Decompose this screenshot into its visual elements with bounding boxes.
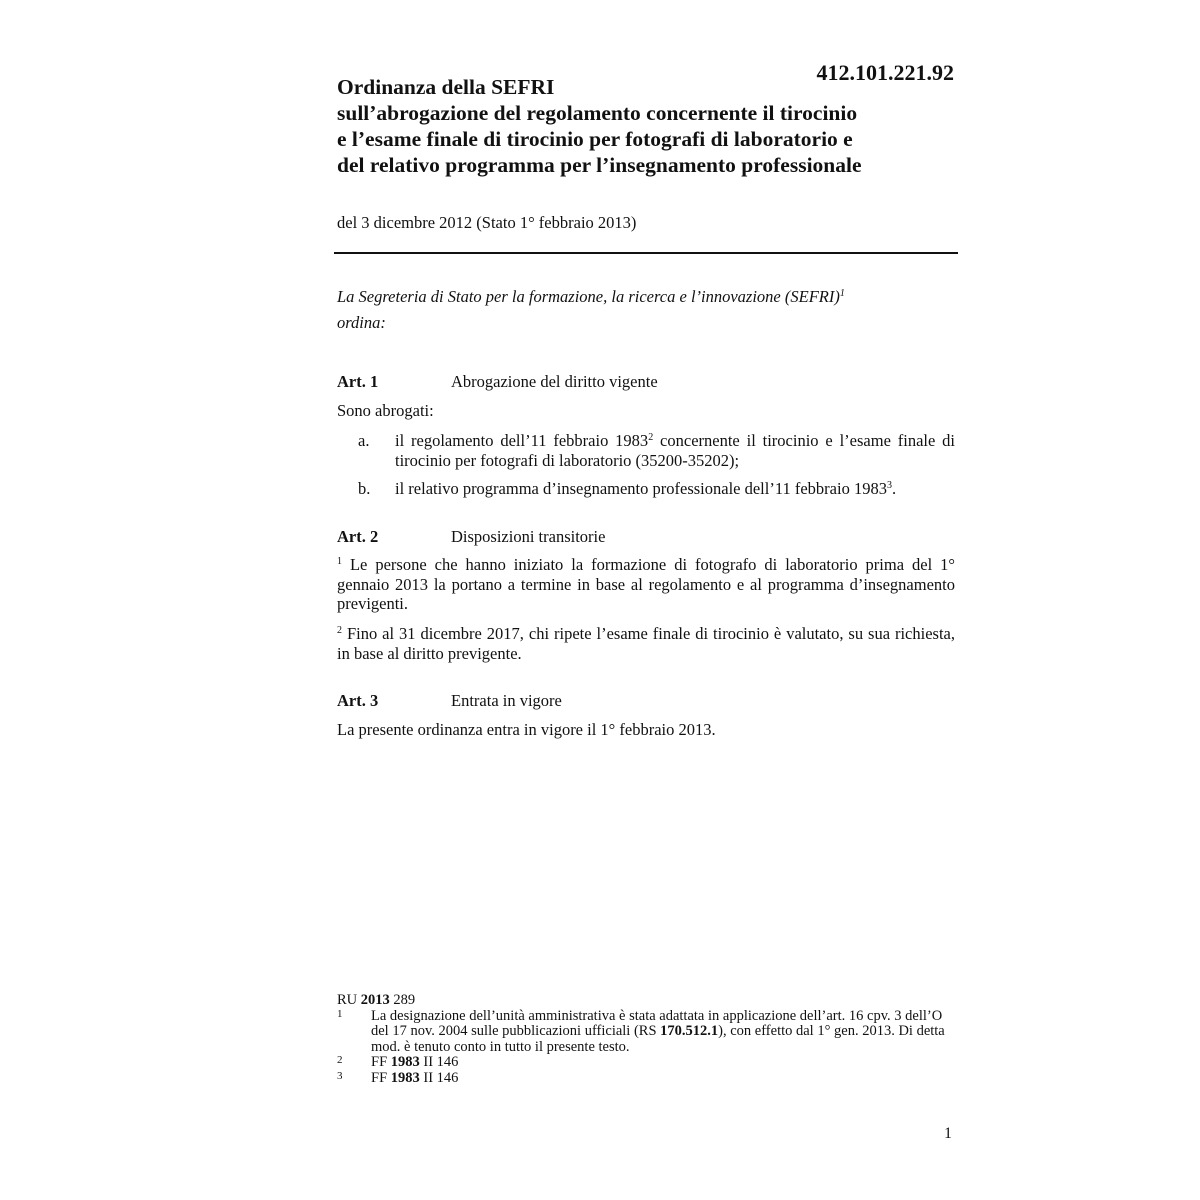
list-label: a. xyxy=(358,431,370,450)
article-number: Art. 1 xyxy=(337,372,379,391)
ru-reference xyxy=(337,993,957,1009)
paragraph-text: Le persone che hanno iniziato la formazione di fotografo di laboratorio prima del 1° gennaio 2013 la portano a termine in base al regolamento e al programma d’insegnamento previgenti. xyxy=(337,555,955,613)
list-text-part: il relativo programma d’insegnamento professionale dell’11 febbraio 1983 xyxy=(395,479,887,498)
footnote-text xyxy=(371,1055,957,1071)
footnote-text xyxy=(371,1009,957,1056)
article-number: Art. 2 xyxy=(337,527,379,546)
footnote-text-part: La designazione dell’unità amministrativa è stata adattata in applicazione dell’art. 16 cpv. 3 dell’O del 17 nov. 2004 sulle pubblicazioni ufficiali (RS xyxy=(371,1007,943,1039)
footnote-bold: 1983 xyxy=(390,1054,420,1070)
article-1-intro: Sono abrogati: xyxy=(337,401,434,420)
footnote-text-part: FF xyxy=(371,1069,391,1086)
article-2-paragraph-1 xyxy=(337,555,955,614)
footnote-number: 2 xyxy=(337,1054,343,1066)
footnote-text-part: FF xyxy=(371,1054,391,1070)
paragraph-text: Fino al 31 dicembre 2017, chi ripete l’esame finale di tirocinio è valutato, su sua richiesta, in base al diritto previgente. xyxy=(337,624,955,663)
footnote-ref: 1 xyxy=(839,288,845,299)
footnote-number: 3 xyxy=(337,1069,343,1082)
article-2-heading xyxy=(337,527,605,547)
article-title: Disposizioni transitorie xyxy=(451,527,606,546)
article-1-heading xyxy=(337,372,658,392)
footnote-2 xyxy=(337,1055,957,1071)
article-title: Abrogazione del diritto vigente xyxy=(451,372,658,391)
footnote-ref: 3 xyxy=(886,480,892,491)
list-text-part: il regolamento dell’11 febbraio 1983 xyxy=(395,431,649,450)
ru-prefix: RU xyxy=(337,992,361,1008)
title-line: sull’abrogazione del regolamento concernente il tirocinio xyxy=(337,101,858,125)
horizontal-rule xyxy=(334,252,958,254)
page-number: 1 xyxy=(944,1125,952,1142)
ru-year: 2013 xyxy=(360,992,390,1008)
article-title: Entrata in vigore xyxy=(451,691,562,710)
list-text xyxy=(395,431,955,470)
preamble xyxy=(337,284,957,336)
list-label: b. xyxy=(358,479,371,498)
footnote-text-part: II 146 xyxy=(419,1054,459,1070)
title-line: Ordinanza della SEFRI xyxy=(337,75,555,99)
dateline: del 3 dicembre 2012 (Stato 1° febbraio 2013) xyxy=(337,213,637,232)
sr-number: 412.101.221.92 xyxy=(816,60,954,85)
article-3-text: La presente ordinanza entra in vigore il 1° febbraio 2013. xyxy=(337,720,716,739)
article-3-heading xyxy=(337,691,562,711)
list-text-part: concernente il tirocinio e l’esame finale di tirocinio per fotografi di laboratorio (35200-35202); xyxy=(395,431,956,470)
ru-page: 289 xyxy=(389,992,416,1008)
title-line: e l’esame finale di tirocinio per fotografi di laboratorio e xyxy=(337,127,853,151)
list-text xyxy=(395,479,955,499)
footnote-3 xyxy=(337,1071,957,1087)
title-line: del relativo programma per l’insegnamento professionale xyxy=(337,153,862,177)
footnote-number: 1 xyxy=(337,1007,343,1020)
footnote-text xyxy=(371,1071,957,1087)
document-title xyxy=(337,74,977,178)
preamble-ordina: ordina: xyxy=(337,313,386,332)
footnote-1 xyxy=(337,1009,957,1056)
footnote-ref: 2 xyxy=(648,432,654,443)
footnotes xyxy=(337,993,957,1086)
footnote-bold: 1983 xyxy=(390,1069,420,1086)
footnote-text-part: ), con effetto dal 1° gen. 2013. Di detta mod. è tenuto conto in tutto il presente testo. xyxy=(371,1023,945,1055)
preamble-text: La Segreteria di Stato per la formazione, la ricerca e l’innovazione (SEFRI) xyxy=(337,287,840,306)
paragraph-number: 1 xyxy=(337,556,342,567)
footnote-text-part: II 146 xyxy=(419,1069,459,1086)
paragraph-number: 2 xyxy=(337,625,342,636)
article-number: Art. 3 xyxy=(337,691,379,710)
footnote-bold: 170.512.1 xyxy=(660,1023,719,1039)
list-text-part: . xyxy=(891,479,897,498)
article-2-paragraph-2 xyxy=(337,624,955,663)
